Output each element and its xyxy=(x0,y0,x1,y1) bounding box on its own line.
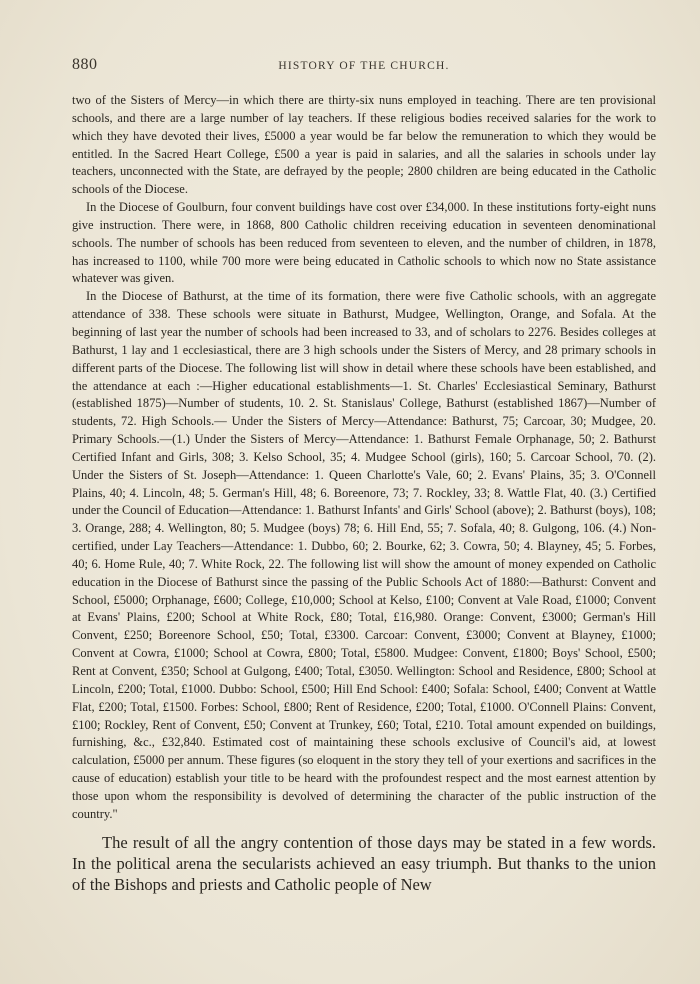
running-head: HISTORY OF THE CHURCH. xyxy=(278,60,450,72)
page-number: 880 xyxy=(72,56,98,73)
main-paragraph: The result of all the angry contention of those days may be stated in a few words. In the political arena the secularists achieved an easy triumph. But thanks to the union of the Bishops and priests and Catholic people of New xyxy=(72,832,656,894)
quote-paragraph-sisters-of-mercy: two of the Sisters of Mercy—in which there are thirty-six nuns employed in teaching. There are ten provisional schools, and there are a large number of lay teachers. If these religious bodies received salaries for the work to which they have devoted their lives, £5000 a year would be far below the remuneration to which they would be entitled. In the Sacred Heart College, £500 a year is paid in salaries, and all the salaries in schools under lay teachers, unconnected with the State, are defrayed by the people; 2800 children are being educated in the Catholic schools of the Diocese. xyxy=(72,93,656,197)
page-body xyxy=(72,92,656,895)
quote-paragraph-bathurst: In the Diocese of Bathurst, at the time of its formation, there were five Catholic schools, with an aggregate attendance of 338. These schools were situate in Bathurst, Mudgee, Wellington, Orange, and Sofala. At the beginning of last year the number of schools had been increased to 33, and of scholars to 2276. Besides colleges at Bathurst, 1 lay and 1 ecclesiastical, there are 3 high schools under the Sisters of Mercy, and 28 primary schools in different parts of the Diocese. The following list will show in detail where these schools have been established, and the attendance at each :—Higher educational establishments—1. St. Charles' Ecclesiastical Seminary, Bathurst (established 1875)—Number of students, 10. 2. St. Stanislaus' College, Bathurst (established 1867)—Number of students, 72. High Schools.— Under the Sisters of Mercy—Attendance: Bathurst, 75; Carcoar, 30; Mudgee, 20. Primary Schools.—(1.) Under the Sisters of Mercy—Attendance: 1. Bathurst Female Orphanage, 50; 2. Bathurst Certified Infant and Girls, 308; 3. Kelso School, 35; 4. Mudgee School (girls), 160; 5. Carcoar School, 70. (2). Under the Sisters of St. Joseph—Attendance: 1. Queen Charlotte's Vale, 60; 2. Evans' Plains, 35; 3. O'Connell Plains, 40; 4. Lincoln, 48; 5. German's Hill, 48; 6. Boreenore, 73; 7. Rockley, 33; 8. Wattle Flat, 40. (3.) Certified under the Council of Education—Attendance: 1. Bathurst Infants' and Girls' School (above); 2. Bathurst (boys), 108; 3. Orange, 288; 4. Wellington, 80; 5. Mudgee (boys) 78; 6. Hill End, 55; 7. Sofala, 40; 8. Gulgong, 106. (4.) Non-certified, under Lay Teachers—Attendance: 1. Dubbo, 60; 2. Bourke, 62; 3. Cowra, 50; 4. Blayney, 45; 5. Forbes, 40; 6. Home Rule, 40; 7. White Rock, 22. The following list will show the amount of money expended on Catholic education in the Diocese of Bathurst since the passing of the Public Schools Act of 1880:—Bathurst: Convent and School, £5000; Orphanage, £600; College, £10,000; School at Kelso, £100; Convent at Vale Road, £1000; Convent at Evans' Plains, £200; School at White Rock, £80; Total, £16,980. Orange: Convent, £3000; German's Hill Convent, £250; Boreenore School, £50; Total, £3300. Carcoar: Convent, £3000; Convent at Blayney, £1000; Convent at Cowra, £1000; School at Cowra, £800; Total, £5800. Mudgee: Convent, £1800; Boys' School, £500; Rent at Convent, £350; School at Gulgong, £400; Total, £3050. Wellington: School and Residence, £800; School at Lincoln, £200; Total, £1000. Dubbo: School, £500; Hill End School: £400; Sofala: School, £400; Convent at Wattle Flat, £200; Total, £1500. Forbes: School, £800; Rent of Residence, £200; Total, £1000. O'Connell Plains: Convent, £100; Rockley, Rent of Convent, £50; Convent at Trunkey, £60; Total, £210. Total amount expended on buildings, furnishing, &c., £32,840. Estimated cost of maintaining these schools exclusive of Council's aid, at lowest calculation, £5000 per annum. These figures (so eloquent in the story they tell of your exertions and sacrifices in the cause of education) establish your title to be heard with the profoundest respect and the most earnest attention by those upon whom the responsibility is devolved of determining the character of the public instruction of the country." xyxy=(72,289,656,821)
main-text xyxy=(72,832,656,895)
quote-paragraph-goulburn: In the Diocese of Goulburn, four convent buildings have cost over £34,000. In these institutions forty-eight nuns give instruction. There were, in 1868, 800 Catholic children receiving education in seventeen denominational schools. The number of schools has been reduced from seventeen to eleven, and the number of children, in 1878, has increased to 1100, while 700 more were being educated in Catholic schools to which now no State assistance whatever was given. xyxy=(72,200,656,286)
quoted-letter xyxy=(72,92,656,824)
page-header xyxy=(72,56,656,80)
